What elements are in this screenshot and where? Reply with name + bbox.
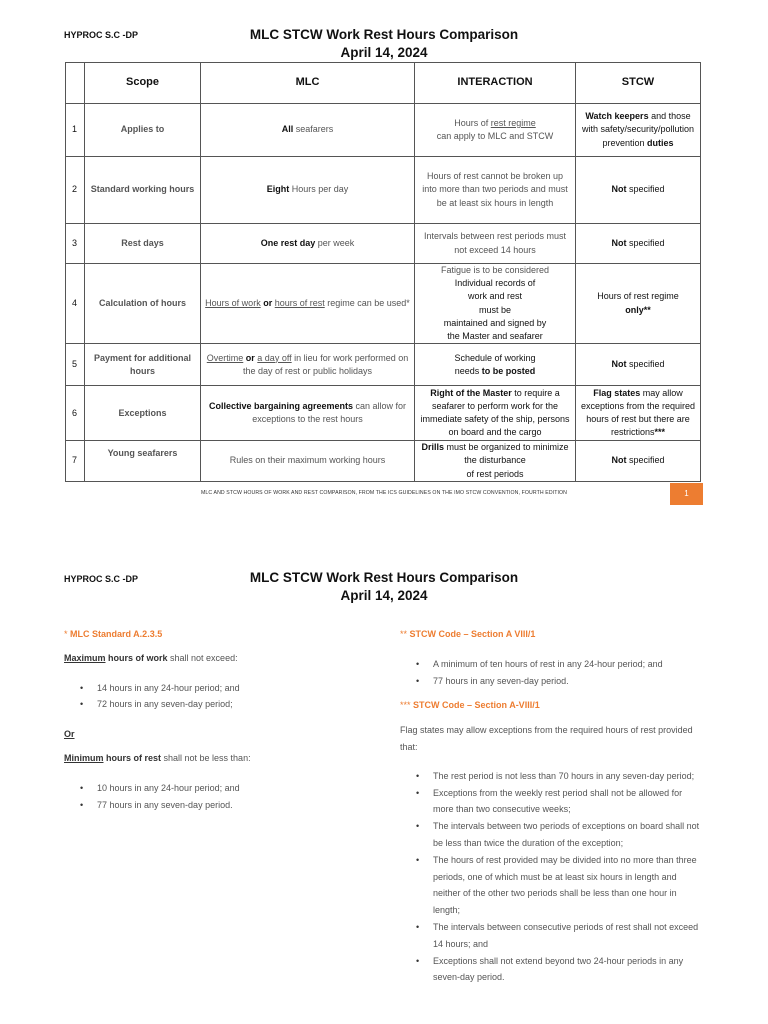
table-row	[66, 386, 701, 441]
list-item: • 10 hours in any 24-hour period; and	[64, 780, 364, 797]
row-mlc: Hours of work or hours of rest regime can be used*	[201, 264, 415, 344]
table-header-row	[66, 63, 701, 104]
row-number: 3	[66, 224, 85, 264]
row-mlc: All seafarers	[201, 104, 415, 157]
source-footnote: MLC AND STCW HOURS OF WORK AND REST COMPARISON, FROM THE ICS GUIDELINES ON THE IMO STCW CONVENTION, FOURTH EDITION	[201, 490, 567, 496]
row-interaction: Drills must be organized to minimize the disturbance of rest periods	[415, 441, 576, 482]
row-stcw: Not specified	[576, 344, 701, 386]
row-mlc: Overtime or a day off in lieu for work performed on the day of rest or public holidays	[201, 344, 415, 386]
row-number: 1	[66, 104, 85, 157]
row-interaction: Schedule of working needs to be posted	[415, 344, 576, 386]
max-hours-list	[64, 680, 364, 714]
row-number: 5	[66, 344, 85, 386]
row-interaction: Right of the Master to require a seafarer to perform work for the immediate safety of the ship, persons on board and the cargo	[415, 386, 576, 441]
table-row	[66, 441, 701, 482]
stcw-rest-list	[400, 656, 705, 690]
row-mlc: One rest day per week	[201, 224, 415, 264]
list-item: • 72 hours in any seven-day period;	[64, 696, 364, 713]
row-mlc: Eight Hours per day	[201, 157, 415, 224]
table-row	[66, 264, 701, 344]
stcw-exceptions-heading: *** STCW Code – Section A-VIII/1	[400, 700, 540, 711]
list-item: • A minimum of ten hours of rest in any 24-hour period; and	[400, 656, 705, 673]
list-item: • 77 hours in any seven-day period.	[64, 797, 364, 814]
row-stcw: Not specified	[576, 224, 701, 264]
row-number: 6	[66, 386, 85, 441]
table-row	[66, 157, 701, 224]
exceptions-intro: Flag states may allow exceptions from the required hours of rest provided that:	[400, 725, 693, 752]
min-hours-list	[64, 780, 364, 814]
row-mlc: Rules on their maximum working hours	[201, 441, 415, 482]
mlc-standard-heading: * MLC Standard A.2.3.5	[64, 629, 163, 639]
max-hours-line: Maximum hours of work shall not exceed:	[64, 652, 238, 663]
row-interaction: Fatigue is to be considered Individual records of work and rest must be maintained and signed by the Master and seafarer	[415, 264, 576, 344]
mlc-standard-section	[64, 626, 364, 813]
page-number-badge: 1	[670, 483, 703, 505]
page-date: April 14, 2024	[340, 45, 428, 60]
row-mlc: Collective bargaining agreements can allow for exceptions to the rest hours	[201, 386, 415, 441]
list-item: • Exceptions from the weekly rest period shall not be allowed for more than two consecutive weeks;	[400, 785, 705, 819]
company-name: HYPROC S.C -DP	[64, 574, 139, 584]
row-interaction: Hours of rest regime can apply to MLC and STCW	[415, 104, 576, 157]
list-item: • The intervals between consecutive periods of rest shall not exceed 14 hours; and	[400, 919, 705, 953]
row-scope: Standard working hours	[85, 157, 201, 224]
list-item: • The hours of rest provided may be divided into no more than three periods, one of which must be at least six hours in length and neither of the other two periods shall be less than one hour in length;	[400, 852, 705, 919]
row-number: 7	[66, 441, 85, 482]
page-title: MLC STCW Work Rest Hours Comparison	[249, 27, 519, 42]
header-mlc: MLC	[201, 63, 415, 104]
page-date: April 14, 2024	[340, 588, 428, 603]
page-title: MLC STCW Work Rest Hours Comparison	[249, 570, 519, 585]
row-number: 2	[66, 157, 85, 224]
stcw-section-heading: ** STCW Code – Section A VIII/1	[400, 629, 536, 639]
company-name: HYPROC S.C -DP	[64, 30, 139, 40]
list-item: • The intervals between two periods of exceptions on board shall not be less than twice the duration of the exception;	[400, 818, 705, 852]
list-item: • The rest period is not less than 70 hours in any seven-day period;	[400, 768, 705, 785]
row-stcw: Not specified	[576, 441, 701, 482]
row-stcw: Flag states may allow exceptions from the required hours of rest but there are restrictions***	[576, 386, 701, 441]
header-num	[66, 63, 85, 104]
table-row	[66, 104, 701, 157]
row-scope: Young seafarers	[85, 441, 201, 482]
row-interaction: Hours of rest cannot be broken up into more than two periods and must be at least six hours in length	[415, 157, 576, 224]
list-item: • Exceptions shall not extend beyond two 24-hour periods in any seven-day period.	[400, 953, 705, 987]
table-row	[66, 224, 701, 264]
header-interaction: INTERACTION	[415, 63, 576, 104]
row-stcw: Watch keepers and those with safety/security/pollution prevention duties	[576, 104, 701, 157]
comparison-table	[65, 62, 701, 482]
row-scope: Calculation of hours	[85, 264, 201, 344]
row-number: 4	[66, 264, 85, 344]
row-scope: Payment for additional hours	[85, 344, 201, 386]
list-item: • 77 hours in any seven-day period.	[400, 673, 705, 690]
min-hours-line: Minimum hours of rest shall not be less than:	[64, 752, 251, 763]
table-row	[66, 344, 701, 386]
list-item: • 14 hours in any 24-hour period; and	[64, 680, 364, 697]
stcw-code-section	[400, 626, 705, 986]
row-stcw: Hours of rest regime only**	[576, 264, 701, 344]
row-stcw: Not specified	[576, 157, 701, 224]
row-interaction: Intervals between rest periods must not exceed 14 hours	[415, 224, 576, 264]
header-scope: Scope	[85, 63, 201, 104]
or-label: Or	[64, 729, 75, 740]
row-scope: Rest days	[85, 224, 201, 264]
row-scope: Exceptions	[85, 386, 201, 441]
exceptions-list	[400, 768, 705, 986]
header-stcw: STCW	[576, 63, 701, 104]
row-scope: Applies to	[85, 104, 201, 157]
